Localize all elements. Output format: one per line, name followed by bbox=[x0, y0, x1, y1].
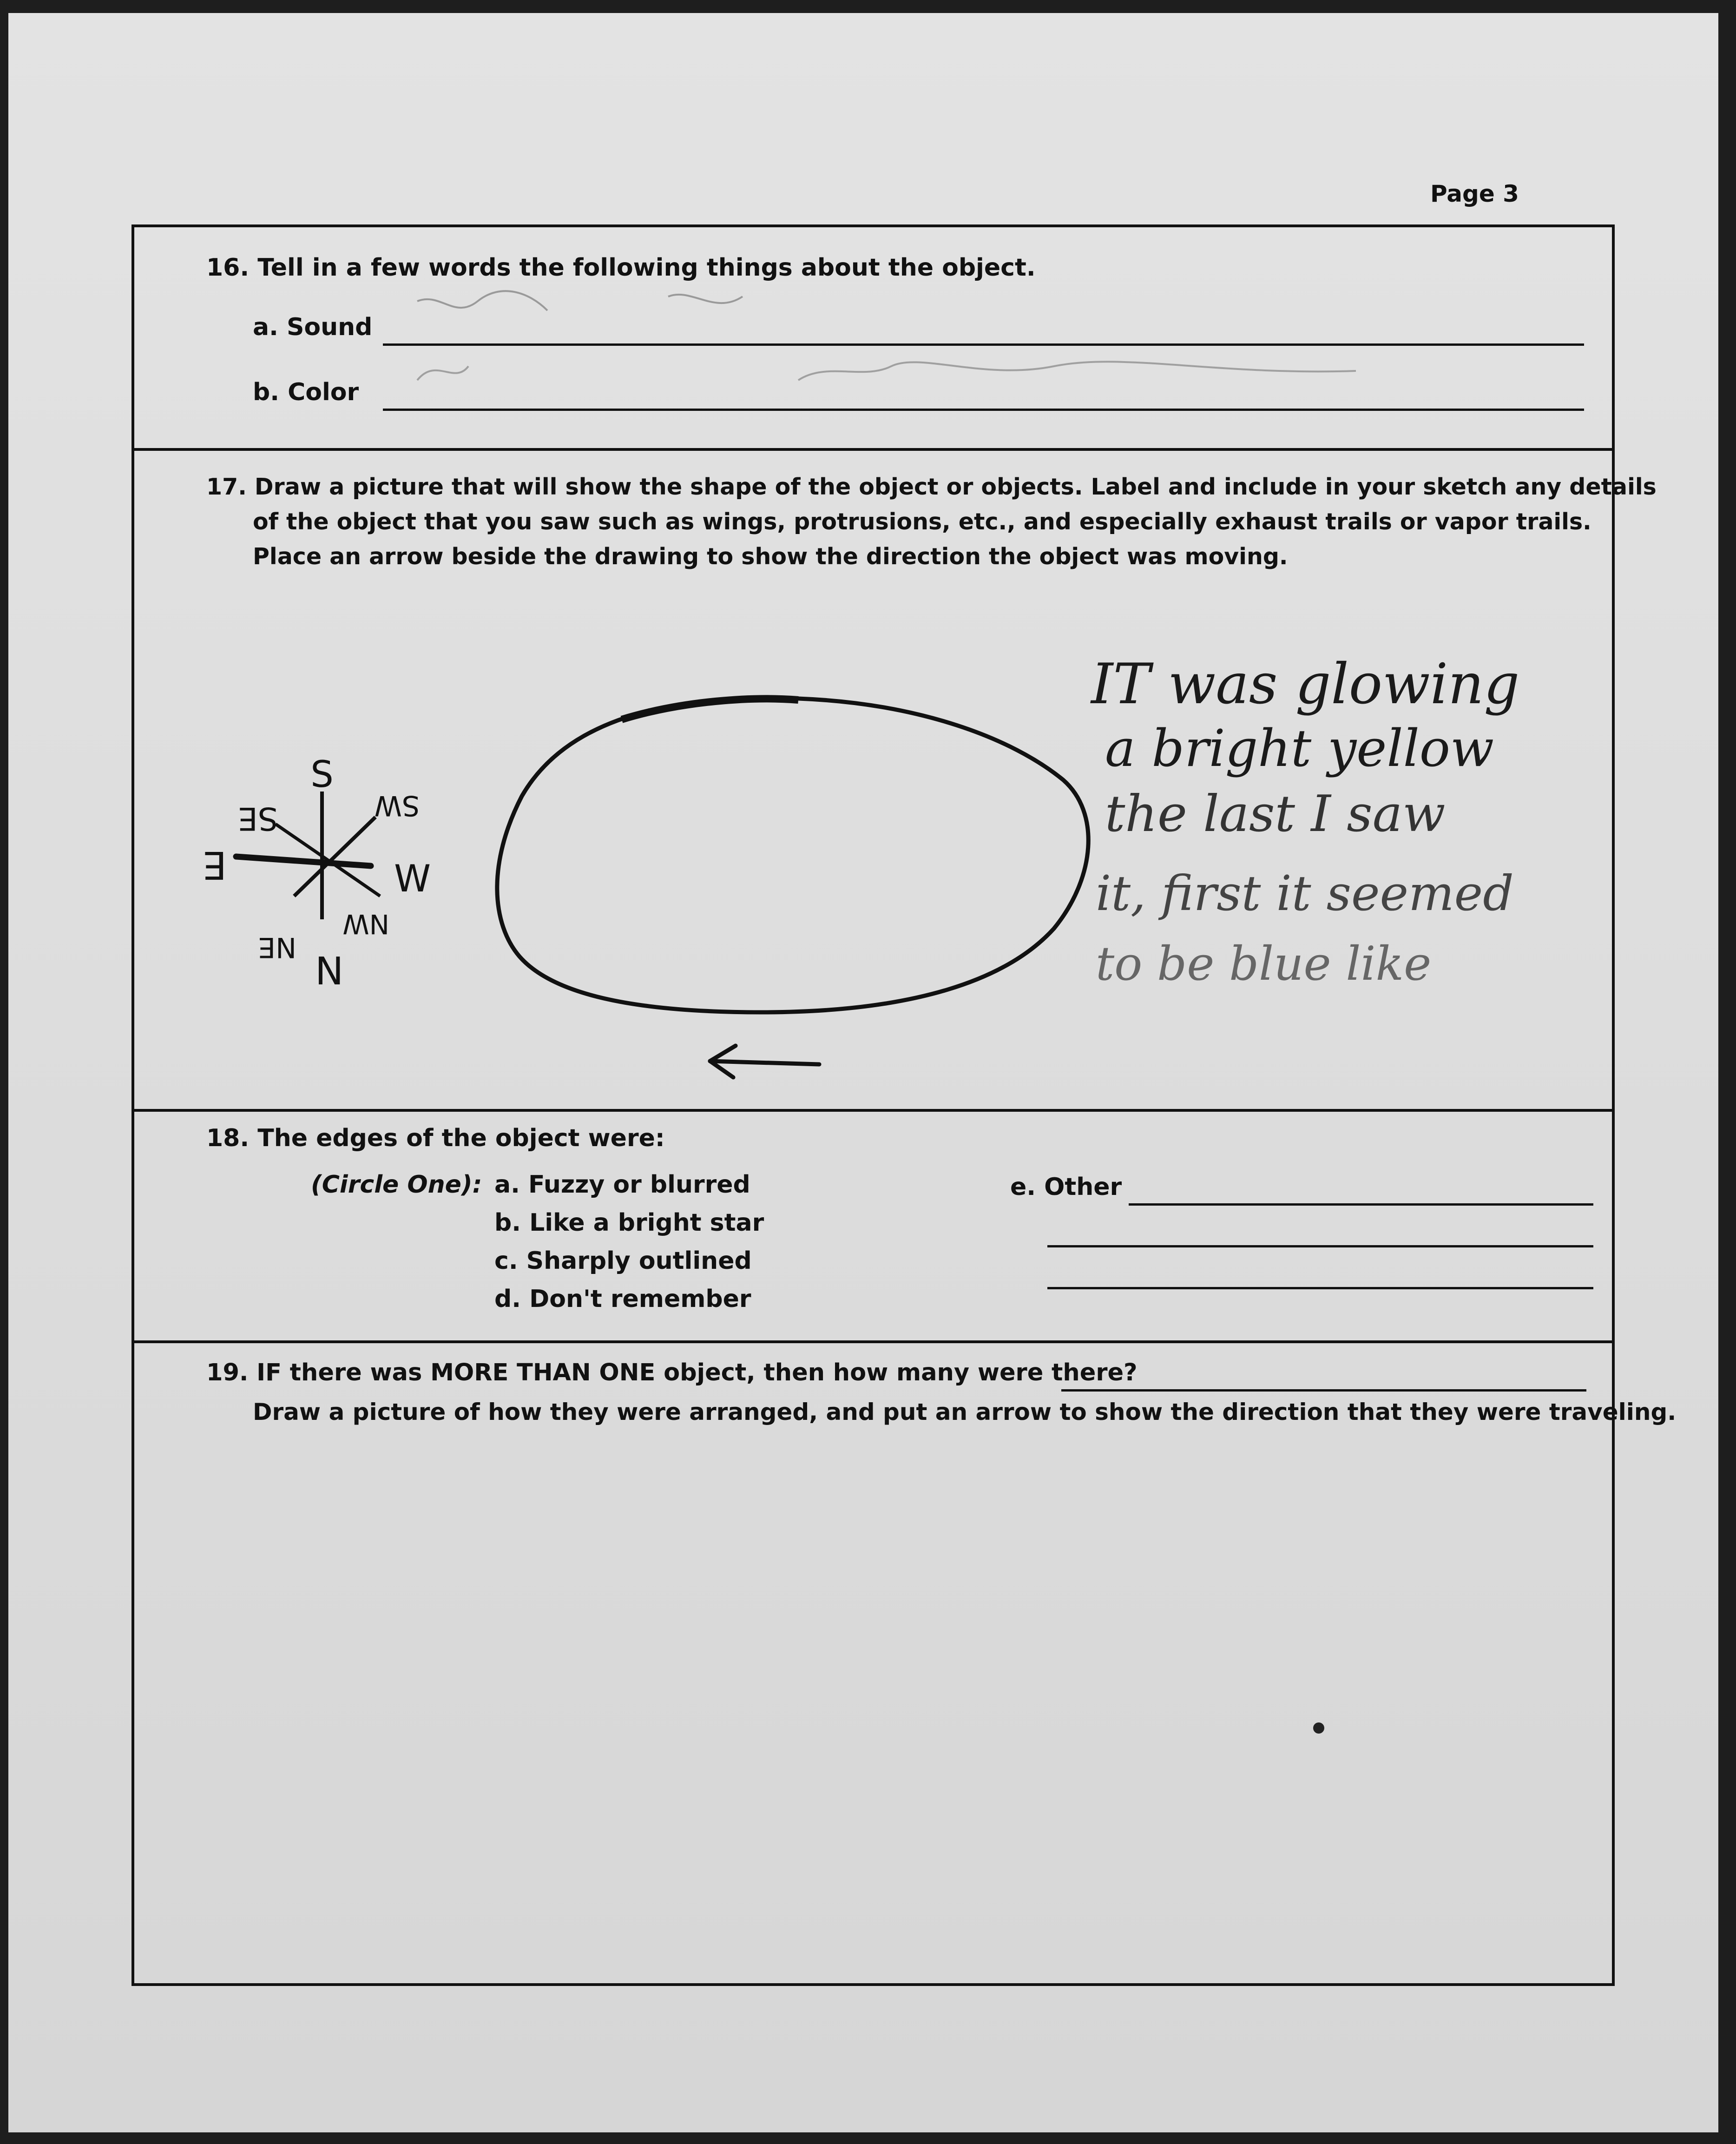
compass-label-w: W bbox=[394, 857, 431, 900]
option-other[interactable]: e. Other bbox=[1010, 1173, 1122, 1201]
question-19-line2: Draw a picture of how they were arranged, and put an arrow to show the direction that they were traveling. bbox=[253, 1399, 1677, 1425]
compass-rose bbox=[203, 754, 431, 994]
compass-label-se: SE bbox=[237, 800, 278, 837]
handwriting-line-5: to be blue like bbox=[1096, 937, 1432, 991]
question-17-line2: of the object that you saw such as wings, protrusions, etc., and especially exhaust trails or vapor trails. bbox=[253, 508, 1591, 535]
form-page bbox=[8, 13, 1718, 2132]
color-answer-scribble bbox=[417, 362, 1356, 380]
compass-label-ne: NE bbox=[258, 931, 296, 963]
handwritten-note bbox=[1090, 652, 1519, 991]
option-fuzzy[interactable]: a. Fuzzy or blurred bbox=[494, 1171, 750, 1199]
compass-label-e: E bbox=[203, 843, 227, 887]
question-16-text: 16. Tell in a few words the following things about the object. bbox=[206, 254, 1036, 282]
question-17-line3: Place an arrow beside the drawing to show the direction the object was moving. bbox=[253, 543, 1288, 570]
question-18-text: 18. The edges of the object were: bbox=[206, 1124, 665, 1152]
compass-label-sw: SW bbox=[374, 789, 420, 822]
compass-east-west-line bbox=[236, 857, 371, 866]
compass-label-s: S bbox=[310, 754, 334, 796]
object-sketch-oval bbox=[497, 698, 1088, 1012]
question-17-line1: 17. Draw a picture that will show the shape of the object or objects. Label and include in your sketch any details bbox=[206, 474, 1657, 500]
circle-one-label: (Circle One): bbox=[311, 1171, 482, 1199]
option-dont-remember[interactable]: d. Don't remember bbox=[494, 1285, 751, 1313]
handwriting-line-2: a bright yellow bbox=[1105, 719, 1494, 778]
sound-answer-scribble bbox=[417, 291, 743, 310]
color-label: b. Color bbox=[253, 378, 359, 406]
sound-label: a. Sound bbox=[253, 313, 373, 341]
question-19-line1: 19. IF there was MORE THAN ONE object, then how many were there? bbox=[206, 1359, 1138, 1386]
compass-label-n: N bbox=[315, 950, 344, 994]
direction-arrow bbox=[710, 1046, 819, 1077]
page-number: Page 3 bbox=[1430, 180, 1519, 207]
option-bright-star[interactable]: b. Like a bright star bbox=[494, 1209, 764, 1237]
handwriting-line-3: the last I saw bbox=[1105, 785, 1446, 843]
handwriting-line-4: it, first it seemed bbox=[1096, 865, 1514, 922]
stray-ink-mark bbox=[1313, 1722, 1324, 1734]
handwriting-line-1: IT was glowing bbox=[1091, 652, 1520, 717]
option-sharply-outlined[interactable]: c. Sharply outlined bbox=[494, 1247, 752, 1275]
object-sketch-top-edge bbox=[622, 699, 798, 719]
compass-label-nw: NW bbox=[342, 908, 389, 940]
sketch-layer bbox=[8, 13, 1718, 2132]
